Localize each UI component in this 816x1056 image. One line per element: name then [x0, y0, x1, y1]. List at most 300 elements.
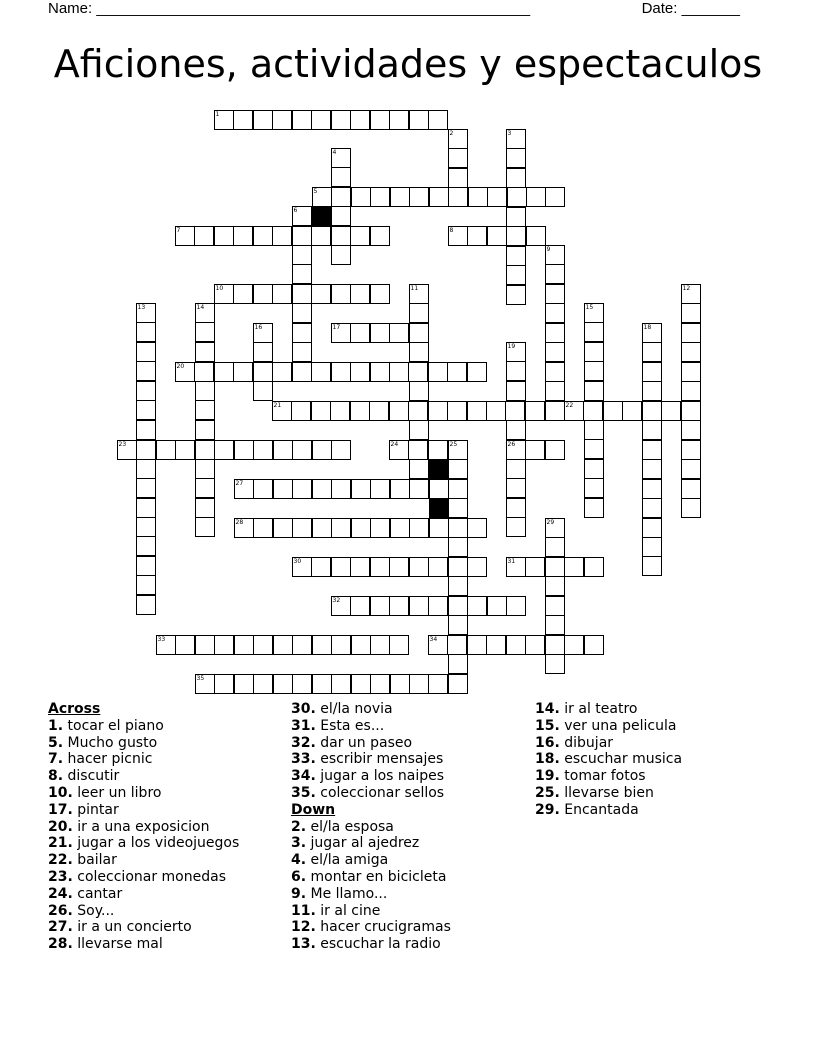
grid-cell[interactable]	[661, 401, 681, 421]
grid-cell[interactable]	[642, 479, 662, 499]
grid-cell[interactable]	[448, 654, 468, 674]
grid-cell[interactable]	[642, 420, 662, 440]
date-field[interactable]: Date: _______	[641, 0, 740, 17]
grid-cell[interactable]	[350, 596, 370, 616]
grid-cell[interactable]	[448, 518, 468, 538]
grid-cell[interactable]	[370, 557, 390, 577]
grid-cell[interactable]	[642, 459, 662, 479]
grid-cell[interactable]	[234, 635, 254, 655]
grid-cell[interactable]	[681, 420, 701, 440]
grid-cell[interactable]	[351, 518, 371, 538]
grid-cell[interactable]	[584, 342, 604, 362]
grid-cell[interactable]	[214, 226, 234, 246]
grid-cell[interactable]	[409, 596, 429, 616]
grid-cell[interactable]	[350, 401, 370, 421]
grid-cell[interactable]	[681, 303, 701, 323]
grid-cell[interactable]	[312, 674, 332, 694]
grid-cell[interactable]	[506, 148, 526, 168]
grid-cell[interactable]	[370, 323, 390, 343]
grid-cell[interactable]	[584, 635, 604, 655]
grid-cell[interactable]	[448, 674, 468, 694]
grid-cell[interactable]	[642, 498, 662, 518]
grid-cell[interactable]	[545, 381, 565, 401]
clue-num: 18.	[535, 751, 560, 768]
grid-cell[interactable]	[331, 187, 351, 207]
grid-cell[interactable]	[312, 440, 332, 460]
grid-cell[interactable]	[642, 556, 662, 576]
grid-cell[interactable]	[292, 479, 312, 499]
grid-cell[interactable]	[642, 440, 662, 460]
grid-cell[interactable]	[448, 148, 468, 168]
grid-cell[interactable]	[506, 265, 526, 285]
grid-cell[interactable]	[428, 440, 448, 460]
grid-cell[interactable]	[467, 362, 487, 382]
grid-cell[interactable]	[584, 322, 604, 342]
grid-cell[interactable]	[351, 479, 371, 499]
grid-cell[interactable]	[253, 674, 273, 694]
grid-cell[interactable]	[467, 557, 487, 577]
grid-cell[interactable]	[194, 226, 214, 246]
grid-cell[interactable]	[194, 362, 214, 382]
grid-cell[interactable]	[506, 420, 526, 440]
grid-cell[interactable]	[292, 303, 312, 323]
grid-cell[interactable]	[273, 440, 293, 460]
grid-cell[interactable]	[234, 440, 254, 460]
grid-cell[interactable]	[331, 440, 351, 460]
grid-cell[interactable]	[448, 615, 468, 635]
grid-cell[interactable]	[545, 284, 565, 304]
grid-cell[interactable]	[584, 420, 604, 440]
grid-cell[interactable]	[447, 635, 467, 655]
grid-cell[interactable]	[136, 556, 156, 576]
clue-item	[535, 785, 682, 802]
grid-cell[interactable]	[253, 479, 273, 499]
grid-cell[interactable]	[409, 674, 429, 694]
grid-cell[interactable]	[448, 498, 468, 518]
grid-cell[interactable]	[428, 557, 448, 577]
grid-cell[interactable]	[233, 226, 253, 246]
grid-cell[interactable]	[331, 518, 351, 538]
grid-cell[interactable]	[506, 168, 526, 188]
grid-cell[interactable]	[467, 226, 487, 246]
grid-cell[interactable]	[409, 420, 429, 440]
name-field[interactable]: Name: ____________________________________________________	[48, 0, 531, 17]
grid-cell[interactable]	[468, 187, 488, 207]
grid-cell[interactable]	[447, 362, 467, 382]
grid-cell[interactable]	[292, 245, 312, 265]
grid-cell[interactable]	[447, 401, 467, 421]
grid-cell[interactable]	[545, 362, 565, 382]
grid-cell[interactable]	[312, 518, 332, 538]
grid-cell[interactable]	[136, 459, 156, 479]
grid-cell[interactable]	[136, 536, 156, 556]
grid-cell[interactable]	[195, 459, 215, 479]
grid-cell[interactable]	[273, 479, 293, 499]
grid-cell[interactable]	[642, 381, 662, 401]
grid-cell[interactable]	[272, 362, 292, 382]
grid-cell[interactable]	[545, 303, 565, 323]
grid-cell[interactable]	[136, 440, 156, 460]
grid-cell[interactable]	[487, 596, 507, 616]
grid-cell[interactable]	[487, 226, 507, 246]
grid-cell[interactable]	[136, 322, 156, 342]
grid-cell[interactable]	[506, 226, 526, 246]
grid-cell[interactable]	[584, 557, 604, 577]
grid-cell[interactable]	[429, 187, 449, 207]
grid-cell[interactable]	[273, 518, 293, 538]
grid-cell[interactable]	[467, 596, 487, 616]
grid-cell[interactable]	[642, 362, 662, 382]
grid-cell[interactable]	[583, 401, 603, 421]
grid-cell[interactable]	[214, 440, 234, 460]
grid-cell[interactable]	[428, 674, 448, 694]
grid-cell[interactable]	[545, 537, 565, 557]
grid-cell[interactable]	[136, 595, 156, 615]
grid-cell[interactable]	[214, 362, 234, 382]
grid-cell[interactable]	[486, 635, 506, 655]
grid-cell[interactable]	[545, 635, 565, 655]
grid-cell[interactable]	[253, 284, 273, 304]
grid-cell[interactable]	[506, 596, 526, 616]
grid-cell[interactable]	[195, 478, 215, 498]
grid-cell[interactable]	[272, 110, 292, 130]
grid-cell[interactable]	[214, 674, 234, 694]
grid-cell[interactable]	[136, 478, 156, 498]
clue-text: cantar	[72, 885, 123, 902]
grid-cell[interactable]	[506, 361, 526, 381]
grid-cell[interactable]	[370, 187, 390, 207]
grid-cell[interactable]	[195, 420, 215, 440]
grid-cell[interactable]	[331, 110, 351, 130]
grid-cell[interactable]	[292, 284, 312, 304]
grid-cell[interactable]	[389, 635, 409, 655]
grid-cell[interactable]	[681, 381, 701, 401]
grid-cell[interactable]	[311, 110, 331, 130]
grid-cell[interactable]	[311, 557, 331, 577]
grid-cell[interactable]	[234, 674, 254, 694]
grid-cell[interactable]	[389, 323, 409, 343]
grid-cell[interactable]	[681, 498, 701, 518]
grid-cell[interactable]	[506, 246, 526, 266]
clue-text: Mucho gusto	[63, 734, 158, 751]
grid-cell[interactable]	[369, 401, 389, 421]
clue-text: ver una pelicula	[559, 717, 677, 734]
grid-cell[interactable]	[390, 187, 410, 207]
grid-cell[interactable]	[506, 459, 526, 479]
grid-cell[interactable]	[409, 557, 429, 577]
grid-cell[interactable]	[389, 362, 409, 382]
grid-cell[interactable]	[428, 401, 448, 421]
grid-cell[interactable]	[136, 517, 156, 537]
grid-cell[interactable]	[156, 440, 176, 460]
grid-cell[interactable]	[370, 479, 390, 499]
grid-cell[interactable]	[195, 322, 215, 342]
grid-cell[interactable]	[505, 401, 525, 421]
grid-cell[interactable]	[545, 440, 565, 460]
grid-cell[interactable]	[681, 479, 701, 499]
grid-cell[interactable]	[603, 401, 623, 421]
grid-cell[interactable]	[331, 479, 351, 499]
grid-cell[interactable]	[370, 226, 390, 246]
grid-cell[interactable]	[525, 557, 545, 577]
grid-cell[interactable]	[545, 576, 565, 596]
grid-cell[interactable]	[370, 674, 390, 694]
grid-cell[interactable]	[273, 635, 293, 655]
grid-cell[interactable]	[175, 635, 195, 655]
grid-cell[interactable]	[311, 284, 331, 304]
grid-cell[interactable]	[448, 576, 468, 596]
grid-cell[interactable]	[564, 557, 584, 577]
grid-cell[interactable]	[507, 187, 527, 207]
grid-cell[interactable]	[370, 110, 390, 130]
grid-cell[interactable]	[409, 110, 429, 130]
grid-cell[interactable]	[545, 187, 565, 207]
grid-cell[interactable]	[331, 557, 351, 577]
grid-cell[interactable]	[292, 440, 312, 460]
grid-cell[interactable]	[350, 323, 370, 343]
grid-cell[interactable]	[331, 206, 351, 226]
grid-cell[interactable]	[409, 342, 429, 362]
grid-cell[interactable]	[330, 401, 350, 421]
grid-cell[interactable]	[525, 440, 545, 460]
grid-cell[interactable]	[351, 635, 371, 655]
grid-cell[interactable]	[506, 498, 526, 518]
grid-cell[interactable]	[389, 596, 409, 616]
grid-cell[interactable]	[331, 245, 351, 265]
grid-cell[interactable]	[253, 342, 273, 362]
grid-cell[interactable]	[390, 518, 410, 538]
grid-cell[interactable]	[312, 479, 332, 499]
grid-cell[interactable]	[545, 557, 565, 577]
grid-cell[interactable]	[545, 323, 565, 343]
grid-cell[interactable]	[292, 264, 312, 284]
grid-cell[interactable]	[195, 400, 215, 420]
grid-cell[interactable]	[409, 518, 429, 538]
grid-cell[interactable]	[506, 635, 526, 655]
grid-cell[interactable]	[311, 362, 331, 382]
grid-cell[interactable]	[428, 362, 448, 382]
grid-cell[interactable]	[136, 420, 156, 440]
grid-cell[interactable]	[584, 459, 604, 479]
grid-cell[interactable]	[370, 362, 390, 382]
grid-cell[interactable]	[564, 635, 584, 655]
grid-cell[interactable]	[486, 401, 506, 421]
grid-cell[interactable]	[370, 635, 390, 655]
grid-cell[interactable]	[350, 362, 370, 382]
clue-num: 4.	[291, 852, 307, 869]
grid-cell[interactable]	[292, 362, 312, 382]
grid-cell[interactable]	[584, 498, 604, 518]
grid-cell[interactable]	[136, 381, 156, 401]
grid-cell[interactable]	[195, 517, 215, 537]
grid-cell[interactable]	[409, 479, 429, 499]
grid-cell[interactable]	[642, 342, 662, 362]
grid-cell[interactable]	[233, 362, 253, 382]
grid-cell[interactable]	[351, 674, 371, 694]
grid-cell[interactable]	[272, 226, 292, 246]
grid-cell[interactable]	[681, 362, 701, 382]
grid-cell[interactable]	[408, 362, 428, 382]
grid-cell[interactable]	[408, 401, 428, 421]
grid-cell[interactable]	[681, 323, 701, 343]
grid-cell[interactable]	[525, 635, 545, 655]
grid-cell[interactable]	[448, 459, 468, 479]
grid-cell[interactable]	[506, 517, 526, 537]
grid-cell[interactable]	[389, 557, 409, 577]
grid-cell[interactable]	[642, 537, 662, 557]
grid-cell[interactable]	[292, 323, 312, 343]
clue-number: 23	[118, 440, 127, 448]
grid-cell[interactable]	[273, 674, 293, 694]
grid-cell[interactable]	[429, 518, 449, 538]
grid-cell[interactable]	[331, 362, 351, 382]
grid-cell[interactable]	[292, 674, 312, 694]
grid-cell[interactable]	[428, 596, 448, 616]
grid-cell[interactable]	[292, 226, 312, 246]
grid-cell[interactable]	[195, 498, 215, 518]
grid-cell[interactable]	[584, 361, 604, 381]
grid-cell[interactable]	[409, 459, 429, 479]
grid-cell[interactable]	[311, 401, 331, 421]
clue-item	[291, 886, 451, 903]
clue-num: 7.	[48, 751, 64, 768]
grid-cell[interactable]	[467, 635, 487, 655]
grid-cell[interactable]	[331, 167, 351, 187]
grid-cell[interactable]	[448, 596, 468, 616]
grid-cell[interactable]	[195, 440, 215, 460]
grid-cell[interactable]	[292, 518, 312, 538]
grid-cell[interactable]	[136, 400, 156, 420]
grid-cell[interactable]	[545, 401, 565, 421]
grid-cell[interactable]	[233, 284, 253, 304]
grid-cell[interactable]	[331, 674, 351, 694]
grid-cell[interactable]	[350, 110, 370, 130]
grid-cell[interactable]	[389, 110, 409, 130]
grid-cell[interactable]	[525, 401, 545, 421]
grid-cell[interactable]	[448, 168, 468, 188]
grid-cell[interactable]	[467, 518, 487, 538]
grid-cell[interactable]	[195, 381, 215, 401]
grid-cell[interactable]	[390, 479, 410, 499]
grid-cell[interactable]	[350, 226, 370, 246]
grid-cell[interactable]	[331, 284, 351, 304]
clue-item	[291, 735, 451, 752]
grid-cell[interactable]	[448, 479, 468, 499]
grid-cell[interactable]	[331, 226, 351, 246]
grid-cell[interactable]	[351, 187, 371, 207]
clue-number: 7	[176, 226, 181, 234]
grid-cell[interactable]	[409, 323, 429, 343]
grid-cell[interactable]	[584, 381, 604, 401]
grid-cell[interactable]	[136, 575, 156, 595]
grid-cell[interactable]	[409, 381, 429, 401]
grid-cell[interactable]	[545, 596, 565, 616]
grid-cell[interactable]	[545, 264, 565, 284]
grid-cell[interactable]	[233, 110, 253, 130]
grid-cell[interactable]	[136, 498, 156, 518]
grid-cell[interactable]	[253, 110, 273, 130]
grid-cell[interactable]	[292, 110, 312, 130]
grid-cell[interactable]	[681, 459, 701, 479]
grid-cell[interactable]	[526, 187, 546, 207]
grid-cell[interactable]	[370, 518, 390, 538]
grid-cell[interactable]	[195, 342, 215, 362]
grid-cell[interactable]	[272, 284, 292, 304]
grid-cell[interactable]	[506, 207, 526, 227]
grid-cell[interactable]	[681, 440, 701, 460]
grid-cell[interactable]	[526, 226, 546, 246]
grid-cell[interactable]	[389, 401, 409, 421]
grid-cell[interactable]	[292, 342, 312, 362]
clue-number: 9	[546, 245, 551, 253]
grid-cell[interactable]	[642, 401, 662, 421]
grid-cell[interactable]	[584, 439, 604, 459]
grid-cell[interactable]	[253, 635, 273, 655]
grid-cell[interactable]	[291, 401, 311, 421]
grid-cell[interactable]	[545, 654, 565, 674]
grid-cell[interactable]	[390, 674, 410, 694]
grid-cell[interactable]	[506, 381, 526, 401]
grid-cell[interactable]	[506, 478, 526, 498]
grid-cell[interactable]	[681, 401, 701, 421]
grid-cell[interactable]	[253, 440, 273, 460]
grid-cell[interactable]	[312, 635, 332, 655]
grid-cell[interactable]	[136, 342, 156, 362]
grid-cell[interactable]	[622, 401, 642, 421]
grid-cell[interactable]	[350, 284, 370, 304]
grid-cell[interactable]	[350, 557, 370, 577]
grid-cell[interactable]	[448, 537, 468, 557]
clue-num: 21.	[48, 835, 73, 852]
clue-text: jugar a los videojuegos	[72, 835, 240, 852]
grid-cell[interactable]	[409, 303, 429, 323]
grid-cell[interactable]	[311, 226, 331, 246]
grid-cell[interactable]	[331, 635, 351, 655]
grid-cell[interactable]	[175, 440, 195, 460]
grid-cell[interactable]	[253, 381, 273, 401]
grid-cell[interactable]	[545, 615, 565, 635]
clue-number: 10	[215, 284, 224, 292]
grid-cell[interactable]	[370, 596, 390, 616]
grid-cell[interactable]	[428, 110, 448, 130]
grid-cell[interactable]	[584, 478, 604, 498]
grid-cell[interactable]	[195, 635, 215, 655]
grid-cell[interactable]	[467, 401, 487, 421]
grid-cell[interactable]	[429, 479, 449, 499]
grid-cell[interactable]	[136, 361, 156, 381]
grid-cell[interactable]	[642, 518, 662, 538]
grid-cell[interactable]	[448, 557, 468, 577]
grid-cell[interactable]	[253, 518, 273, 538]
grid-cell[interactable]	[292, 635, 312, 655]
grid-cell[interactable]	[409, 187, 429, 207]
grid-cell[interactable]	[408, 440, 428, 460]
clue-item	[291, 819, 451, 836]
clue-text: ir a un concierto	[72, 919, 192, 936]
grid-cell[interactable]	[253, 226, 273, 246]
grid-cell[interactable]	[545, 342, 565, 362]
grid-cell[interactable]	[487, 187, 507, 207]
grid-cell[interactable]	[681, 342, 701, 362]
grid-cell[interactable]	[506, 285, 526, 305]
clue-text: escribir mensajes	[315, 751, 444, 768]
grid-cell[interactable]	[214, 635, 234, 655]
clue-text: escuchar musica	[559, 751, 683, 768]
clue-num: 31.	[291, 717, 316, 734]
grid-cell[interactable]	[253, 362, 273, 382]
grid-cell[interactable]	[370, 284, 390, 304]
grid-cell[interactable]	[448, 187, 468, 207]
